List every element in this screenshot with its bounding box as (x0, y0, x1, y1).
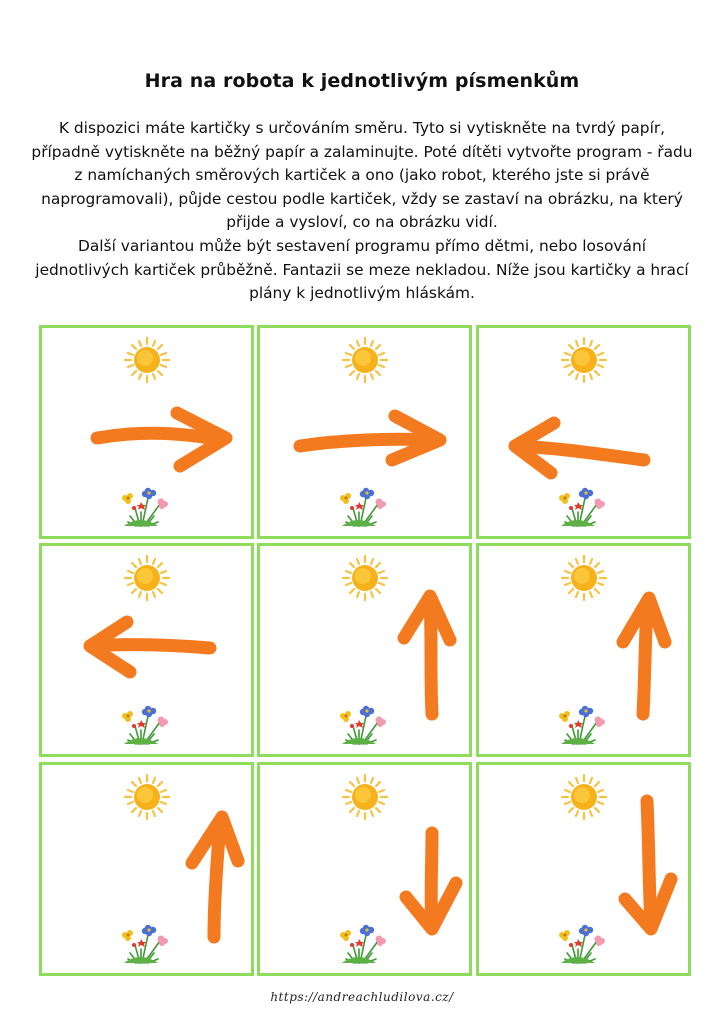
arrow-up-icon (192, 817, 238, 937)
direction-card-right[interactable] (39, 325, 254, 539)
sun-icon (125, 775, 169, 819)
sun-icon (343, 775, 387, 819)
arrow-up-icon (404, 596, 450, 714)
card-grid (39, 325, 694, 979)
sun-icon (562, 338, 606, 382)
intro-paragraph-2: Další variantou může být sestavení programu přímo dětmi, nebo losování jednotlivých kartiček průběžně. Fantazii se meze nekladou. Níže jsou kartičky a hrací plány k jednotlivým hláskám. (35, 236, 689, 303)
flowers-icon (122, 925, 168, 963)
flowers-icon (340, 925, 386, 963)
sun-icon (125, 338, 169, 382)
flowers-icon (122, 706, 168, 744)
sun-icon (343, 338, 387, 382)
flowers-icon (340, 706, 386, 744)
arrow-left-icon (515, 423, 644, 473)
sun-icon (562, 556, 606, 600)
arrow-left-icon (90, 622, 210, 672)
flowers-icon (340, 488, 386, 526)
flowers-icon (559, 488, 605, 526)
intro-text (30, 117, 694, 306)
intro-paragraph-1: K dispozici máte kartičky s určováním směru. Tyto si vytiskněte na tvrdý papír, případně vytiskněte na běžný papír a zalaminujte. Poté dítěti vytvořte program - řadu z namíchaných směrových kartiček a ono (jako robot, kterého jste si právě naprogramovali), půjde cestou podle kartiček, vždy se zastaví na obrázku, na který přijde a vysloví, co na obrázku vidí. (31, 119, 693, 232)
sun-icon (125, 556, 169, 600)
sun-icon (562, 775, 606, 819)
arrow-down-icon (406, 833, 456, 929)
flowers-icon (559, 925, 605, 963)
direction-card-left[interactable] (476, 325, 691, 539)
arrow-right-icon (97, 413, 226, 466)
arrow-right-icon (300, 416, 440, 460)
page-title: Hra na robota k jednotlivým písmenkům (144, 70, 580, 92)
arrow-up-icon (623, 598, 665, 714)
direction-card-up[interactable] (476, 543, 691, 757)
arrow-down-icon (625, 801, 671, 929)
sun-icon (343, 556, 387, 600)
footer-url[interactable]: https://andreachludilova.cz/ (270, 990, 454, 1004)
direction-card-up[interactable] (257, 543, 472, 757)
direction-card-down[interactable] (257, 762, 472, 976)
flowers-icon (559, 706, 605, 744)
flowers-icon (122, 488, 168, 526)
direction-card-left[interactable] (39, 543, 254, 757)
direction-card-down[interactable] (476, 762, 691, 976)
direction-card-up[interactable] (39, 762, 254, 976)
direction-card-right[interactable] (257, 325, 472, 539)
